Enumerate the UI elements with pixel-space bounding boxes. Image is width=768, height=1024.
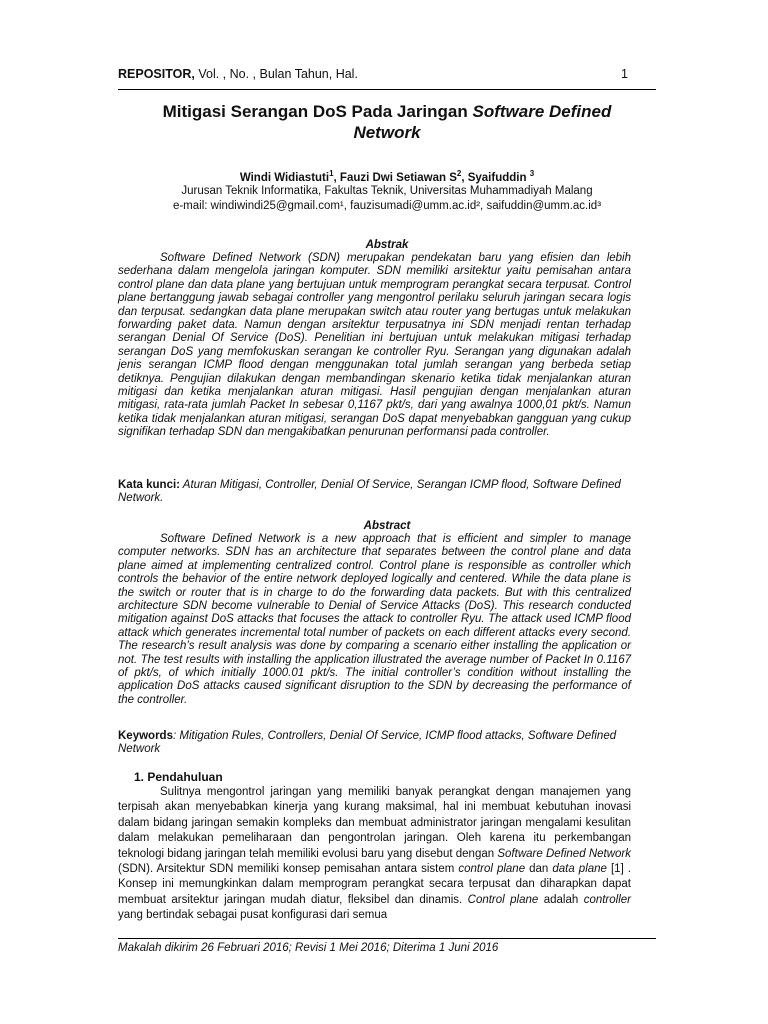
affiliation: Jurusan Teknik Informatika, Fakultas Teknik, Universitas Muhammadiyah Malang (181, 185, 593, 197)
intro-text-3: dan (525, 863, 553, 876)
intro-text-2: (SDN). Arsitektur SDN memiliki konsep pemisahan antara sistem (118, 863, 459, 876)
intro-text-5: adalah (538, 893, 584, 906)
intro-italic-4: Control plane (467, 893, 539, 906)
author-list (118, 167, 656, 185)
author-3-sup: 3 (529, 169, 535, 178)
abstrak-heading: Abstrak (365, 239, 409, 251)
footer-divider (118, 938, 656, 939)
header-divider (118, 89, 656, 90)
running-header (118, 67, 628, 81)
author-emails: e-mail: windiwindi25@gmail.com¹, fauzisumadi@umm.ac.id², saifuddin@umm.ac.id³ (172, 200, 602, 212)
intro-italic-2: control plane (458, 863, 526, 876)
author-2: , Fauzi Dwi Setiawan S (333, 171, 457, 184)
journal-name: REPOSITOR, (118, 67, 195, 81)
kata-kunci-label: Kata kunci: (118, 479, 180, 491)
author-2-sup: 2 (456, 169, 462, 178)
intro-text-6: yang bertindak sebagai pusat konfigurasi dari semua (118, 909, 388, 922)
section-heading: 1. Pendahuluan (134, 770, 223, 784)
title-italic-1: Software Defined (472, 102, 612, 121)
keywords-label: Keywords (118, 730, 173, 742)
intro-italic-1: Software Defined Network (497, 847, 631, 860)
intro-text-1: Sulitnya mengontrol jaringan yang memiliki banyak perangkat dengan manajemen yang terpisah akan menyebabkan kinerja yang kurang maksimal, hal ini membuat kebutuhan inovasi dalam bidang jaringan semakin kompleks dan membuat administrator jaringan mengalami kesulitan dalam melakukan pemeliharaan dan pengontrolan jaringan. Oleh karena itu perkembangan teknologi bidang jaringan telah memiliki evolusi baru yang disebut dengan (118, 786, 631, 860)
abstract-heading: Abstract (363, 520, 411, 532)
journal-issue: Vol. , No. , Bulan Tahun, Hal. (194, 67, 358, 81)
intro-text-4: [1] . Konsep ini memungkinkan dalam memprogram perangkat secara terpusat dan diharapkan dapat membuat arsitektur jaringan mudah diatur, fleksibel dan dinamis. (118, 863, 632, 906)
page-number: 1 (621, 67, 628, 81)
intro-italic-3: data plane (552, 863, 607, 876)
intro-paragraph (118, 785, 631, 924)
abstract-text: Software Defined Network is a new approach that is efficient and simpler to manage computer networks. SDN has an architecture that separates between the control plane and data plane aimed at implementing centralized control. Control plane is responsible as controller which controls the behavior of the entire network deployed logically and centered. While the data plane is the switch or router that is in charge to do the forwarding data packets. But with this centralized architecture SDN become vulnerable to Denial of Service Attacks (DoS). This research conducted mitigation against DoS attacks that focuses the attack to controller Ryu. The attack used ICMP flood attack which generates incremental total number of packets on each different attacks every second. The research’s result analysis was done by comparing a scenario either installing the application or not. The test results with installing the application illustrated the average number of Packet In 0.1167 of pkt/s, of which initially 1000.01 pkt/s. The initial controller’s condition without installing the application DoS attacks caused significant disruption to the SDN by decreasing the performance of the controller. (118, 533, 631, 706)
submission-dates: Makalah dikirim 26 Februari 2016; Revisi 1 Mei 2016; Diterima 1 Juni 2016 (118, 942, 499, 954)
keywords-text: : Mitigation Rules, Controllers, Denial Of Service, ICMP flood attacks, Software Defined Network (118, 730, 617, 756)
title-text: Mitigasi Serangan DoS Pada Jaringan (162, 102, 473, 121)
kata-kunci-text: Aturan Mitigasi, Controller, Denial Of Service, Serangan ICMP flood, Software Defined Network. (118, 479, 621, 505)
kata-kunci (118, 479, 631, 506)
author-1-sup: 1 (329, 169, 334, 178)
abstrak-text: Software Defined Network (SDN) merupakan pendekatan baru yang efisien dan lebih sederhana dalam mengelola jaringan komputer. SDN memiliki arsitektur yaitu pemisahan antara control plane dan data plane yang bertujuan untuk memprogram perangkat secara terpusat. Control plane bertanggung jawab sebagai controller yang mengontrol perilaku seluruh jaringan secara logis dan terpusat. sedangkan data plane merupakan switch atau router yang bertugas untuk melakukan forwarding paket data. Namun dengan arsitektur terpusatnya ini SDN menjadi rentan terhadap serangan Denial Of Service (DoS). Penelitian ini bertujuan untuk melakukan mitigasi terhadap serangan DoS yang memfokuskan serangan ke controller Ryu. Serangan yang digunakan adalah jenis serangan ICMP flood dengan menggunakan total jumlah serangan yang berbeda setiap detiknya. Pengujian dilakukan dengan membandingan skenario ketika tidak menjalankan aturan mitigasi dan ketika menjalankan aturan mitigasi. Hasil pengujian dengan menjalankan aturan mitigasi, rata-rata jumlah Packet In sebesar 0,1167 pkt/s, dari yang awalnya 1000,01 pkt/s. Namun ketika tidak menjalankan aturan mitigasi, serangan DoS dapat menyebabkan gangguan yang cukup signifikan terhadap SDN dan mengakibatkan penurunan performansi pada controller. (118, 252, 631, 439)
author-1: Windi Widiastuti (239, 171, 330, 184)
keywords (118, 730, 631, 757)
title-italic-2: Network (353, 123, 421, 142)
author-3: , Syaifuddin (461, 171, 530, 184)
paper-title (118, 101, 656, 143)
intro-italic-5: controller (583, 893, 631, 906)
